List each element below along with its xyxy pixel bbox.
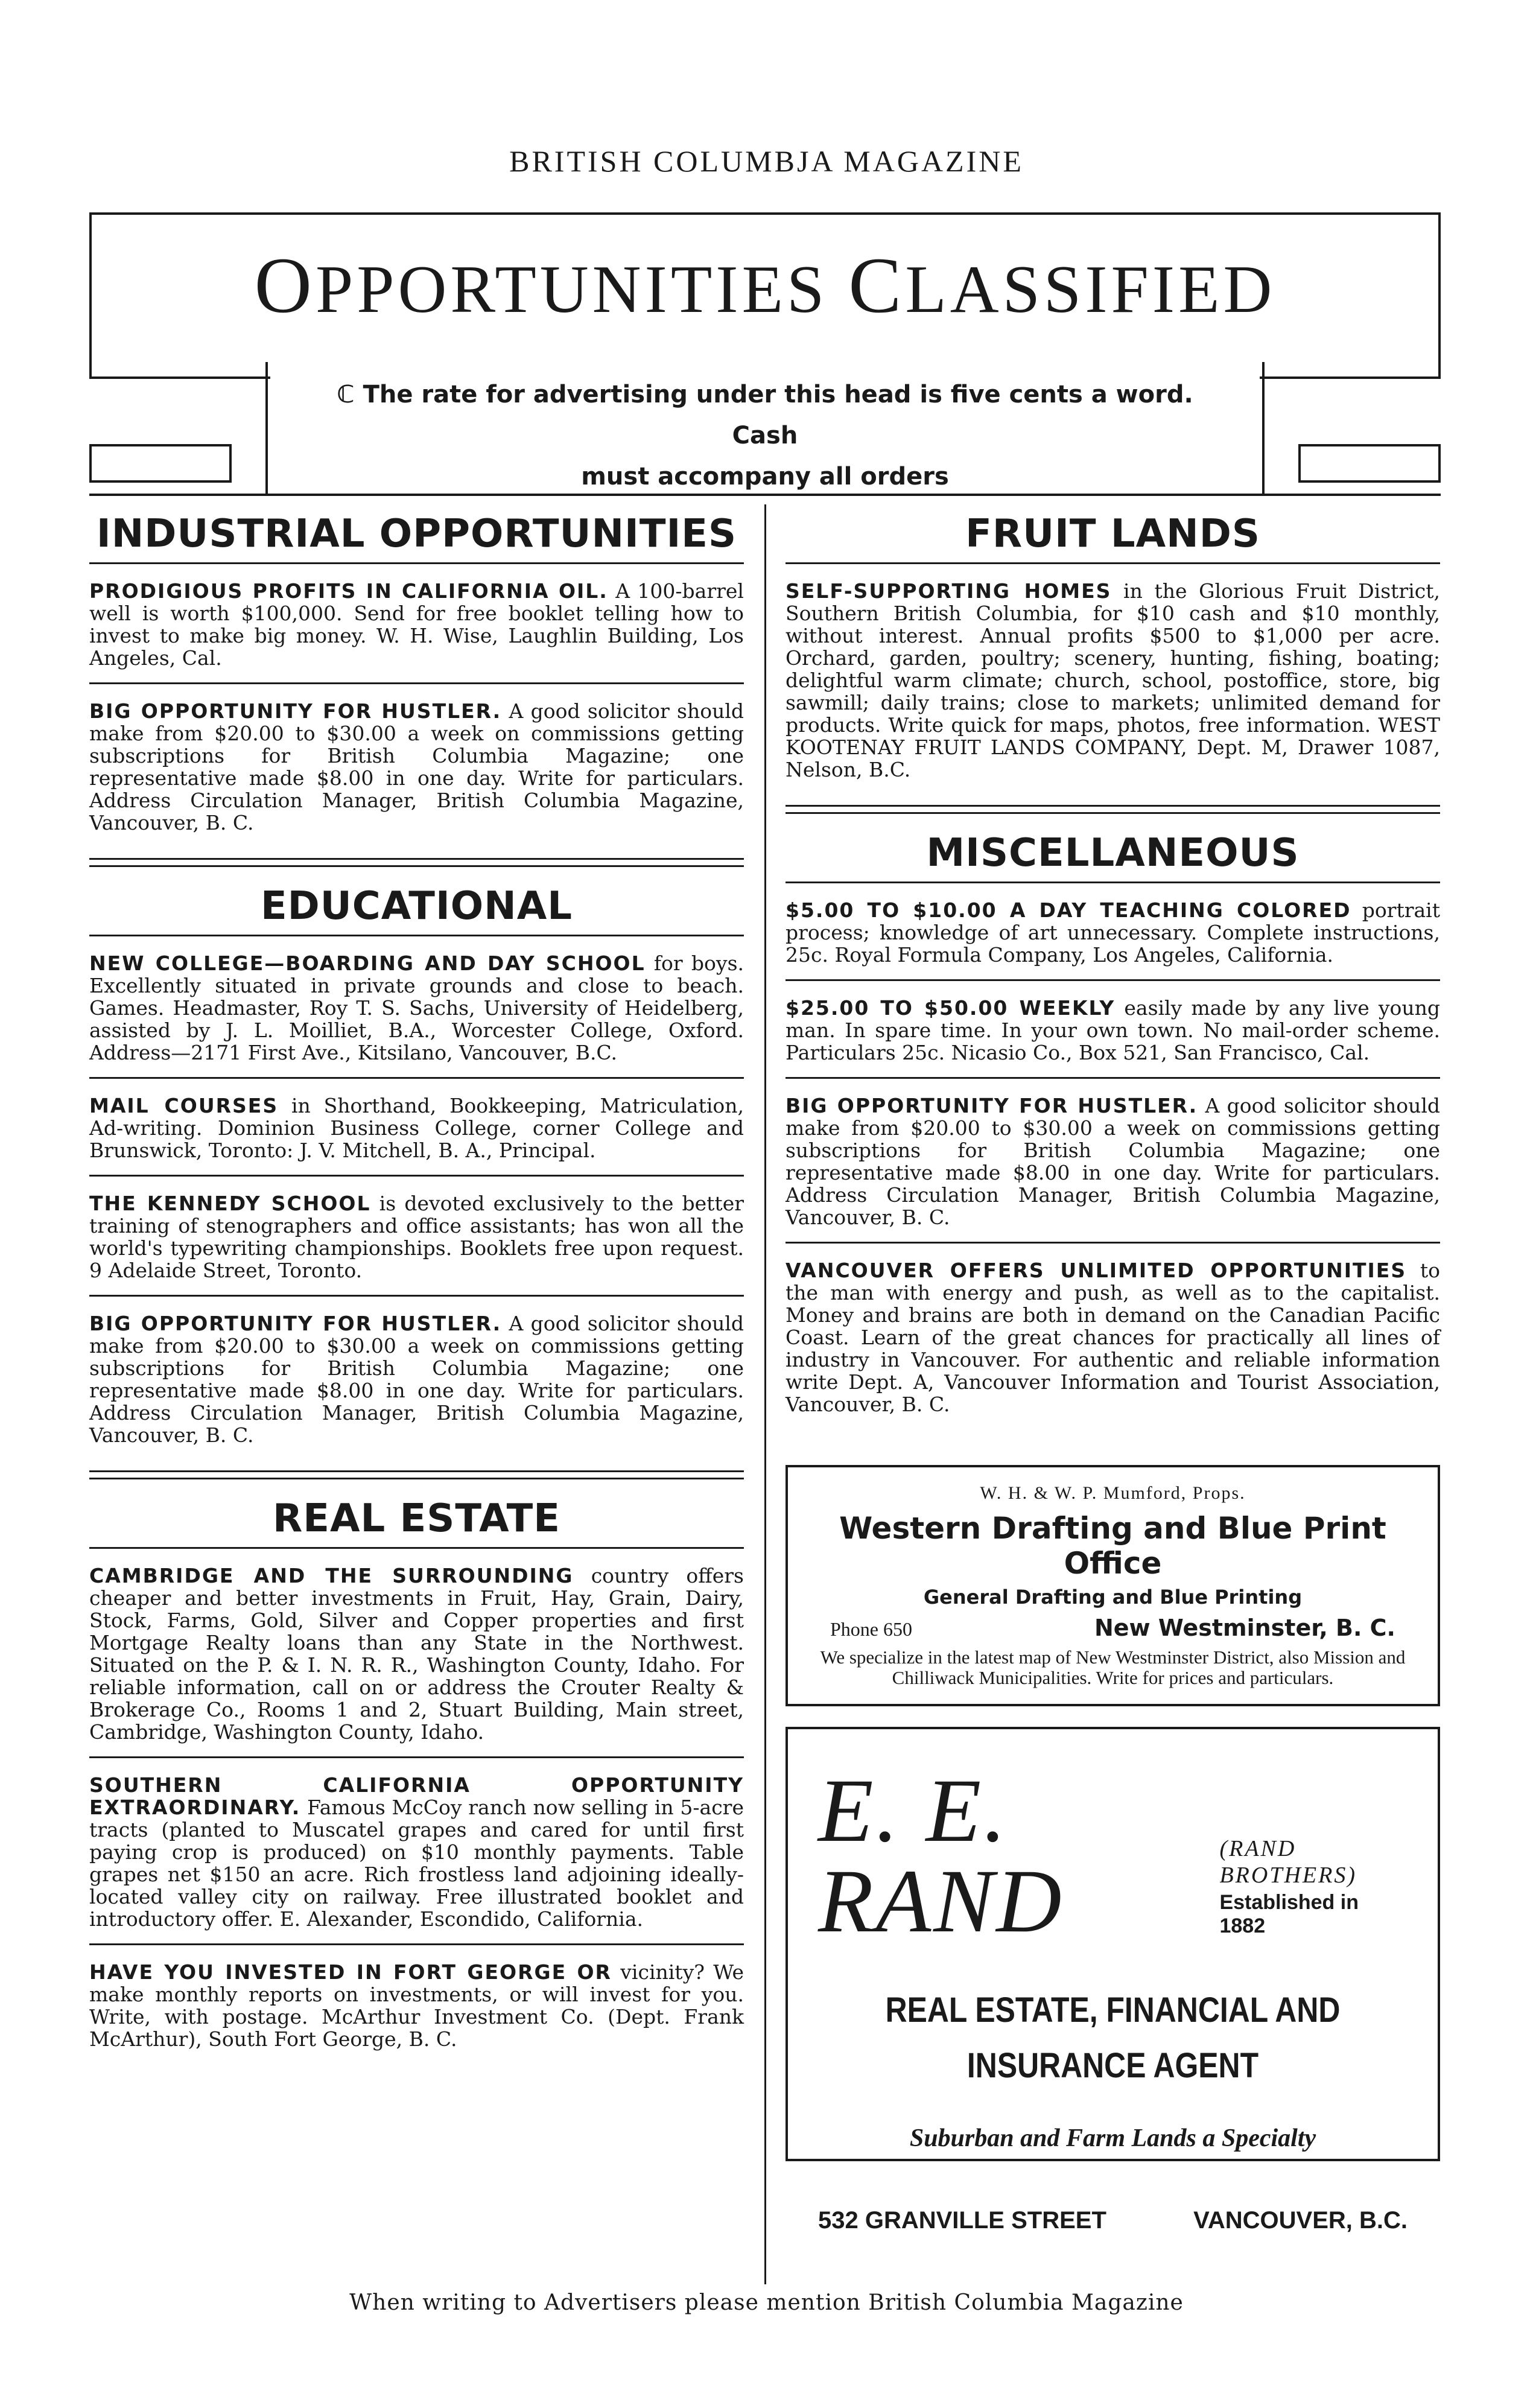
ad-body: in Shorthand, Bookkeeping, Matriculation, Ad-writing. Dominion Business College, corner College and Brunswick, Toronto: J. V. Mitchell, B. A., Principal. [89, 1094, 744, 1162]
rand-city: VANCOUVER, B.C. [1193, 2207, 1408, 2234]
ad-body: vicinity? We make monthly reports on investments, or will invest for you. Write, with postage. McArthur Investment Co. (Dept. Frank McArthur), South Fort George, B. C. [89, 1960, 744, 2051]
classified-ad [89, 936, 744, 1079]
rand-trade-line-1: REAL ESTATE, FINANCIAL AND [885, 1990, 1341, 2030]
column-divider [764, 504, 766, 2284]
ad-lead: BIG OPPORTUNITY FOR HUSTLER. [89, 699, 502, 723]
ad-lead: $5.00 TO $10.00 A DAY TEACHING COLORED [786, 898, 1351, 922]
ad-lead: HAVE YOU INVESTED IN FORT GEORGE OR [89, 1960, 612, 1984]
rand-brothers: (RAND BROTHERS) [1219, 1836, 1357, 1888]
rate-notice-line-1: ℂ The rate for advertising under this head is five cents a word. Cash [337, 381, 1193, 450]
classified-ad [786, 981, 1440, 1079]
rand-specialty: Suburban and Farm Lands a Specialty [909, 2124, 1316, 2152]
right-column [786, 507, 1441, 2234]
section-heading-educational: EDUCATIONAL [89, 879, 744, 936]
classified-ad [89, 1297, 744, 1460]
page-footer: When writing to Advertisers please mention British Columbia Magazine [349, 2290, 1184, 2315]
ad-body: in the Glorious Fruit District, Southern British Columbia, for $10 cash and $10 monthly, without interest. Annual profits $500 to $1,000 per acre. Orchard, garden, poultry; scenery, hunting, fishing, boating; delightful warm climate; church, school, postoffice, store, big sawmill; daily trains; close to markets; unlimited demand for products. Write quick for maps, photos, free information. WEST KOOTENAY FRUIT LANDS COMPANY, Dept. M, Drawer 1087, Nelson, B.C. [786, 579, 1440, 781]
classified-ad [89, 564, 744, 684]
classified-ad [89, 684, 744, 847]
classified-ad [786, 1244, 1440, 1429]
classified-ad [89, 1945, 744, 2063]
mumford-text: We specialize in the latest map of New Westminster District, also Mission and Chilliwack Municipalities. Write for prices and particulars. [820, 1647, 1406, 1688]
rand-established: Established in 1882 [1219, 1891, 1359, 1937]
classified-ad [89, 1758, 744, 1945]
classified-banner [89, 212, 1441, 378]
left-column [89, 507, 744, 2063]
section-divider [89, 1470, 744, 1479]
section-heading-miscellaneous: MISCELLANEOUS [786, 826, 1440, 883]
section-heading-real-estate: REAL ESTATE [89, 1491, 744, 1549]
banner-title-initial-2: C [848, 241, 906, 329]
rate-notice-line-2: must accompany all orders [581, 463, 949, 491]
rate-notice [265, 362, 1265, 495]
rand-name: E. E. RAND [818, 1761, 1064, 1951]
classified-ad [89, 1079, 744, 1177]
decorative-box-right [1298, 444, 1441, 483]
decorative-box-left [89, 444, 232, 483]
classified-ad [786, 1079, 1440, 1244]
ad-body: Famous McCoy ranch now selling in 5-acre tracts (planted to Muscatel grapes and cared for until first paying crop is produced) on $10 monthly payments. Table grapes net $150 an acre. Rich frostless land adjoining ideally-located valley city on railway. Free illustrated booklet and introductory offer. E. Alexander, Escondido, California. [89, 1796, 744, 1931]
rand-footer [818, 2207, 1408, 2234]
rand-trade [859, 1983, 1366, 2094]
section-divider [89, 858, 744, 867]
classified-ad [786, 564, 1440, 794]
banner-title-word-1: PPORTUNITIES [315, 252, 849, 327]
ad-lead: BIG OPPORTUNITY FOR HUSTLER. [786, 1094, 1198, 1117]
ad-lead: $25.00 TO $50.00 WEEKLY [786, 996, 1116, 1020]
ad-body: for boys. Excellently situated in private grounds and close to beach. Games. Headmaster, Roy T. S. Sachs, University of Heidelberg, assisted by J. L. Moilliet, B.A., Worcester College, Oxford. Address—2171 First Ave., Kitsilano, Vancouver, B.C. [89, 951, 744, 1064]
rand-address: 532 GRANVILLE STREET [818, 2207, 1106, 2234]
rand-header [818, 1761, 1408, 1951]
ad-body: A good solicitor should make from $20.00 to $30.00 a week on commissions getting subscriptions for British Columbia Magazine; one representative made $8.00 in one day. Write for particulars. Address Circulation Manager, British Columbia Magazine, Vancouver, B. C. [89, 699, 744, 834]
section-divider [786, 805, 1440, 814]
banner-rule-right [1260, 376, 1441, 379]
banner-rule-left [89, 376, 270, 379]
banner-title-initial-1: O [254, 241, 316, 329]
ad-lead: THE KENNEDY SCHOOL [89, 1192, 371, 1215]
mumford-contact-line [830, 1615, 1395, 1641]
classified-ad [89, 1549, 744, 1758]
ad-body: country offers cheaper and better investments in Fruit, Hay, Grain, Dairy, Stock, Farms, Gold, Silver and Copper properties and first Mortgage Realty loans than any State in the Northwest. Situated on the P. & I. N. R. R., Washington County, Idaho. For reliable information, call on or address the Crouter Realty & Brokerage Co., Rooms 1 and 2, Stuart Building, Main street, Cambridge, Washington County, Idaho. [89, 1564, 744, 1744]
mumford-props: W. H. & W. P. Mumford, Props. [980, 1483, 1246, 1503]
ad-lead: CAMBRIDGE AND THE SURROUNDING [89, 1564, 574, 1587]
rate-notice-rule [89, 494, 1441, 496]
ad-body: easily made by any live young man. In spare time. In your own town. No mail-order scheme. Particulars 25c. Nicasio Co., Box 521, San Francisco, Cal. [786, 996, 1440, 1064]
banner-title [92, 239, 1438, 331]
ad-lead: BIG OPPORTUNITY FOR HUSTLER. [89, 1312, 502, 1335]
ad-lead: NEW COLLEGE—BOARDING AND DAY SCHOOL [89, 951, 646, 975]
ad-lead: SOUTHERN CALIFORNIA OPPORTUNITY EXTRAORDINARY. [89, 1773, 744, 1819]
mumford-title: Western Drafting and Blue Print Office [839, 1511, 1386, 1581]
ad-body: is devoted exclusively to the better training of stenographers and office assistants; has won all the world's typewriting championships. Booklets free upon request. 9 Adelaide Street, Toronto. [89, 1192, 744, 1282]
section-heading-fruit-lands: FRUIT LANDS [786, 507, 1440, 564]
banner-title-word-2: LASSIFIED [905, 252, 1276, 327]
ad-lead: SELF-SUPPORTING HOMES [786, 579, 1112, 603]
section-heading-industrial: INDUSTRIAL OPPORTUNITIES [89, 507, 744, 564]
rand-trade-line-2: INSURANCE AGENT [966, 2046, 1259, 2085]
classified-ad [786, 883, 1440, 981]
classified-ad [89, 1177, 744, 1297]
ad-body: A good solicitor should make from $20.00 to $30.00 a week on commissions getting subscriptions for British Columbia Magazine; one representative made $8.00 in one day. Write for particulars. Address Circulation Manager, British Columbia Magazine, Vancouver, B. C. [89, 1312, 744, 1447]
mumford-display-ad [786, 1465, 1440, 1706]
rand-side [1219, 1835, 1408, 1946]
ad-body: A 100-barrel well is worth $100,000. Send for free booklet telling how to invest to make big money. W. H. Wise, Laughlin Building, Los Angeles, Cal. [89, 579, 744, 670]
mumford-subtitle: General Drafting and Blue Printing [923, 1586, 1303, 1609]
ad-lead: MAIL COURSES [89, 1094, 279, 1117]
ad-body: portrait process; knowledge of art unnecessary. Complete instructions, 25c. Royal Formula Company, Los Angeles, California. [786, 898, 1440, 967]
rand-display-ad [786, 1727, 1440, 2234]
ad-body: A good solicitor should make from $20.00 to $30.00 a week on commissions getting subscriptions for British Columbia Magazine; one representative made $8.00 in one day. Write for particulars. Address Circulation Manager, British Columbia Magazine, Vancouver, B. C. [786, 1094, 1441, 1229]
ad-lead: PRODIGIOUS PROFITS IN CALIFORNIA OIL. [89, 579, 608, 603]
mumford-city: New Westminster, B. C. [1094, 1615, 1395, 1641]
ad-body: to the man with energy and push, as well as to the capitalist. Money and brains are both in demand on the Canadian Pacific Coast. Learn of the great chances for practically all lines of industry in Vancouver. For authentic and reliable information write Dept. A, Vancouver Information and Tourist Association, Vancouver, B. C. [786, 1259, 1440, 1416]
mumford-phone: Phone 650 [830, 1618, 912, 1640]
running-head: BRITISH COLUMBJA MAGAZINE [509, 144, 1024, 178]
ad-lead: VANCOUVER OFFERS UNLIMITED OPPORTUNITIES [786, 1259, 1407, 1282]
